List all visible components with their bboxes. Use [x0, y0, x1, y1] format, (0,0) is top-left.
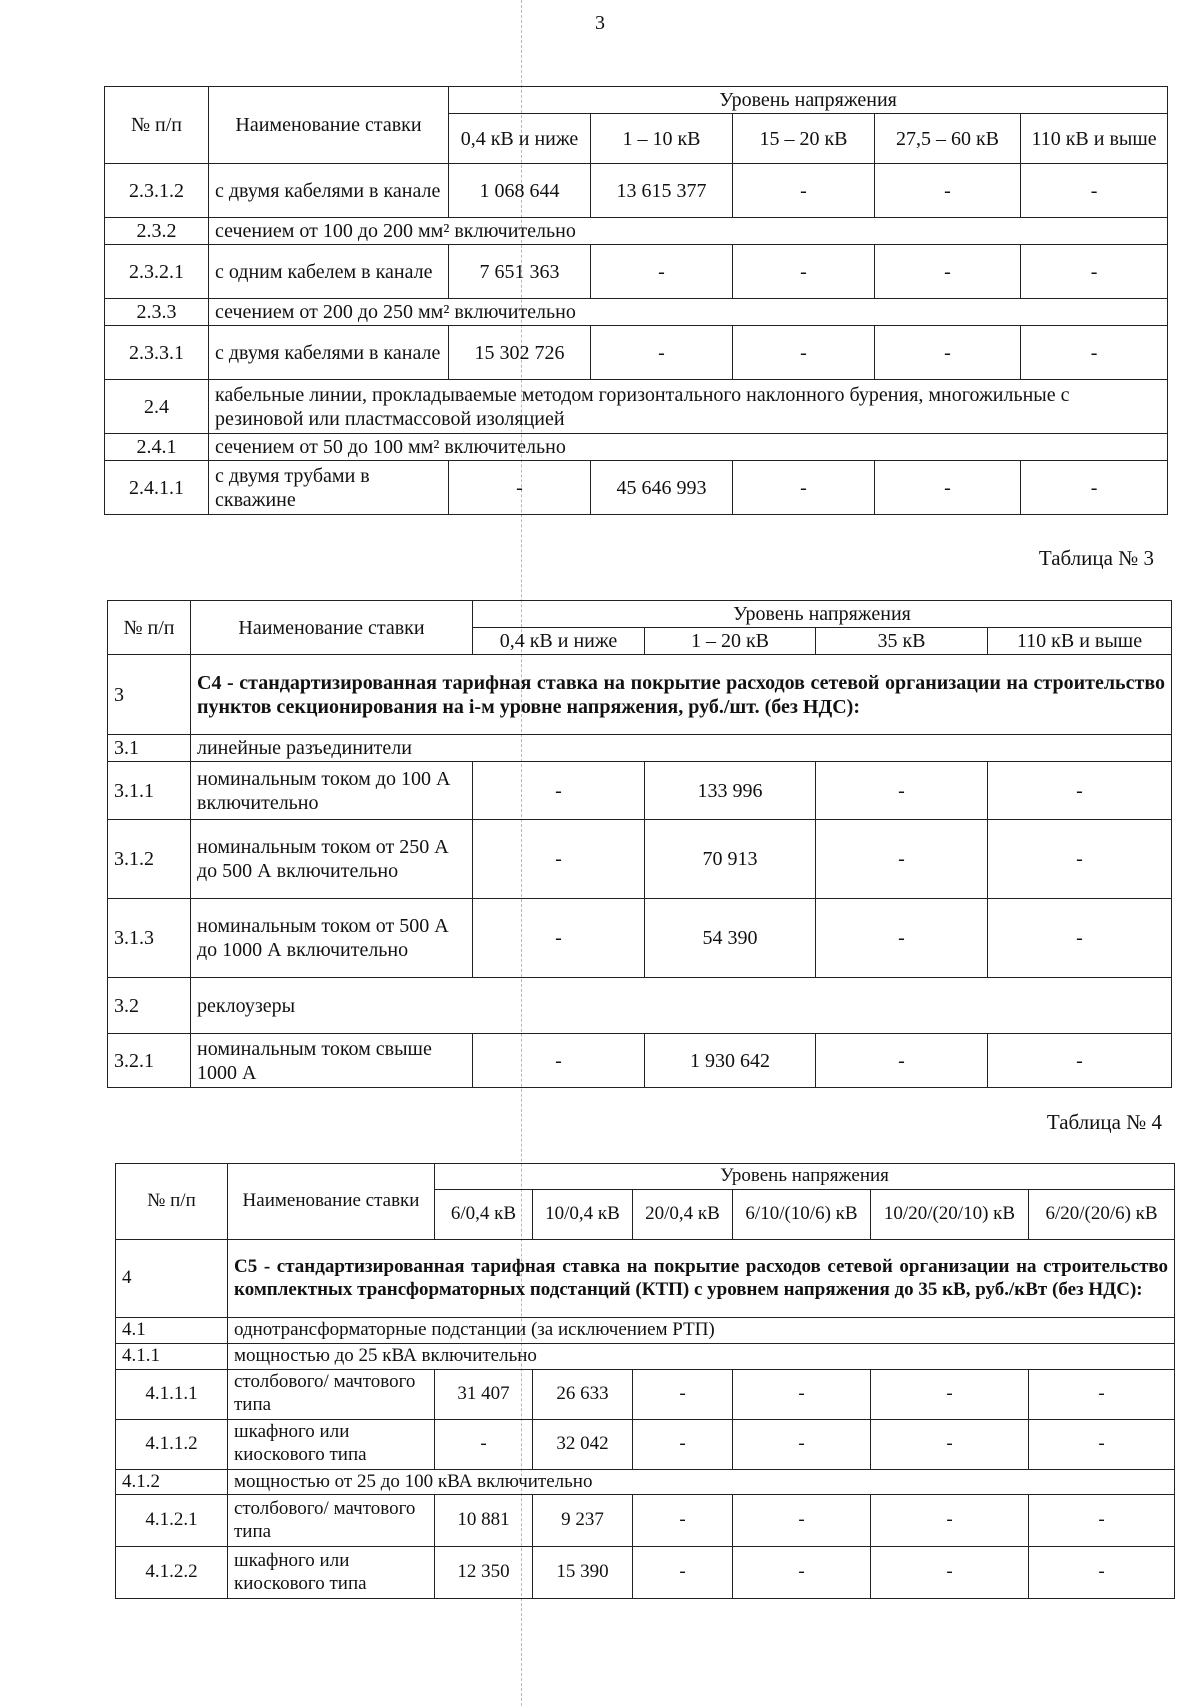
row-value: - [871, 1495, 1029, 1547]
table-row [116, 1343, 1175, 1369]
table-4 [115, 1163, 1175, 1599]
header-voltage-level: Уровень напряжения [435, 1164, 1175, 1190]
row-value: 133 996 [645, 762, 816, 820]
table-row [108, 762, 1172, 820]
row-value: 70 913 [645, 820, 816, 899]
header-col-1: 6/0,4 кВ [435, 1190, 533, 1240]
header-num: № п/п [116, 1164, 228, 1240]
table-row [105, 164, 1168, 218]
row-num: 3.1.3 [108, 899, 191, 978]
row-num: 3 [108, 655, 191, 735]
row-value: - [816, 820, 988, 899]
table-row [105, 461, 1168, 515]
row-value: - [473, 762, 645, 820]
row-name: шкафного или киоскового типа [228, 1419, 435, 1469]
row-num: 4.1.2.1 [116, 1495, 228, 1547]
header-num: № п/п [105, 87, 209, 164]
row-value: - [871, 1369, 1029, 1419]
header-col-2: 10/0,4 кВ [533, 1190, 633, 1240]
row-value: 26 633 [533, 1369, 633, 1419]
row-value: - [816, 762, 988, 820]
row-name: мощностью до 25 кВА включительно [228, 1343, 1175, 1369]
row-value: - [733, 461, 875, 515]
row-num: 4.1.1.2 [116, 1419, 228, 1469]
row-value: - [1021, 326, 1168, 380]
row-value: - [633, 1495, 733, 1547]
row-value: - [633, 1369, 733, 1419]
row-value: 13 615 377 [591, 164, 733, 218]
row-num: 3.2 [108, 978, 191, 1034]
header-col-1: 0,4 кВ и ниже [449, 114, 591, 164]
row-value: 1 930 642 [645, 1034, 816, 1088]
row-name: шкафного или киоскового типа [228, 1547, 435, 1599]
row-value: - [988, 899, 1172, 978]
row-value: - [988, 1034, 1172, 1088]
table-row [105, 380, 1168, 434]
table-row [105, 218, 1168, 245]
header-name: Наименование ставки [209, 87, 449, 164]
row-value: - [733, 1495, 871, 1547]
row-value: - [875, 245, 1021, 299]
row-name: сечением от 100 до 200 мм² включительно [209, 218, 1168, 245]
row-num: 2.4.1.1 [105, 461, 209, 515]
row-name: реклоузеры [191, 978, 1172, 1034]
header-col-4: 6/10/(10/6) кВ [733, 1190, 871, 1240]
row-value: - [875, 461, 1021, 515]
row-value: 45 646 993 [591, 461, 733, 515]
row-name: С4 - стандартизированная тарифная ставка на покрытие расходов сетевой организации на строительство пунктов секционирования на i-м уровне напряжения, руб./шт. (без НДС): [191, 655, 1172, 735]
row-value: 31 407 [435, 1369, 533, 1419]
table-row [108, 655, 1172, 735]
table-row [105, 299, 1168, 326]
header-col-3: 20/0,4 кВ [633, 1190, 733, 1240]
header-col-4: 110 кВ и выше [988, 628, 1172, 655]
header-voltage-level: Уровень напряжения [449, 87, 1168, 114]
row-value: 12 350 [435, 1547, 533, 1599]
table-row [108, 1034, 1172, 1088]
table-row [116, 1240, 1175, 1318]
page-number: 3 [595, 12, 605, 34]
row-value: - [1021, 164, 1168, 218]
row-value: 1 068 644 [449, 164, 591, 218]
table-row [108, 735, 1172, 762]
row-num: 3.1.1 [108, 762, 191, 820]
table-row [105, 434, 1168, 461]
row-value: - [1021, 461, 1168, 515]
row-value: 7 651 363 [449, 245, 591, 299]
row-num: 2.3.1.2 [105, 164, 209, 218]
row-num: 2.4 [105, 380, 209, 434]
row-name: с двумя кабелями в канале [209, 164, 449, 218]
row-name: номинальным током до 100 А включительно [191, 762, 473, 820]
row-value: 54 390 [645, 899, 816, 978]
row-num: 4 [116, 1240, 228, 1318]
table-row [108, 978, 1172, 1034]
header-voltage-level: Уровень напряжения [473, 601, 1172, 628]
row-name: столбового/ мачтового типа [228, 1495, 435, 1547]
table-4-caption: Таблица № 4 [1046, 1110, 1162, 1134]
table-3 [107, 600, 1172, 1088]
header-col-2: 1 – 20 кВ [645, 628, 816, 655]
row-name: сечением от 200 до 250 мм² включительно [209, 299, 1168, 326]
header-col-3: 35 кВ [816, 628, 988, 655]
row-name: столбового/ мачтового типа [228, 1369, 435, 1419]
row-value: - [733, 1419, 871, 1469]
row-num: 4.1.2 [116, 1469, 228, 1495]
row-value: - [1029, 1369, 1175, 1419]
table-row [116, 1469, 1175, 1495]
row-name: с двумя трубами в скважине [209, 461, 449, 515]
row-value: - [988, 762, 1172, 820]
header-col-4: 27,5 – 60 кВ [875, 114, 1021, 164]
row-num: 2.3.3.1 [105, 326, 209, 380]
row-num: 4.1 [116, 1318, 228, 1344]
header-name: Наименование ставки [191, 601, 473, 655]
row-num: 2.3.3 [105, 299, 209, 326]
header-col-6: 6/20/(20/6) кВ [1029, 1190, 1175, 1240]
row-value: - [733, 326, 875, 380]
row-name: сечением от 50 до 100 мм² включительно [209, 434, 1168, 461]
row-name: С5 - стандартизированная тарифная ставка на покрытие расходов сетевой организации на строительство комплектных трансформаторных подстанций (КТП) с уровнем напряжения до 35 кВ, руб./кВт (без НДС): [228, 1240, 1175, 1318]
row-name: мощностью от 25 до 100 кВА включительно [228, 1469, 1175, 1495]
row-name: номинальным током свыше 1000 А [191, 1034, 473, 1088]
row-num: 3.2.1 [108, 1034, 191, 1088]
row-name: линейные разъединители [191, 735, 1172, 762]
row-value: - [473, 820, 645, 899]
table-row [116, 1547, 1175, 1599]
row-num: 4.1.2.2 [116, 1547, 228, 1599]
table-row [116, 1318, 1175, 1344]
table-header-row [108, 601, 1172, 628]
row-value: - [591, 245, 733, 299]
table-row [105, 245, 1168, 299]
table-row [108, 820, 1172, 899]
row-name: кабельные линии, прокладываемые методом горизонтального наклонного бурения, многожильные с резиновой или пластмассовой изоляцией [209, 380, 1168, 434]
table-2-continuation [104, 86, 1168, 515]
header-name: Наименование ставки [228, 1164, 435, 1240]
row-value: 15 302 726 [449, 326, 591, 380]
row-value: - [473, 1034, 645, 1088]
header-col-1: 0,4 кВ и ниже [473, 628, 645, 655]
row-num: 3.1 [108, 735, 191, 762]
table-row [116, 1495, 1175, 1547]
row-value: - [633, 1419, 733, 1469]
row-name: номинальным током от 250 А до 500 А включительно [191, 820, 473, 899]
table-3-caption: Таблица № 3 [1038, 546, 1154, 570]
row-value: - [591, 326, 733, 380]
row-value: - [733, 245, 875, 299]
table-header-row [105, 87, 1168, 114]
row-name: однотрансформаторные подстанции (за исключением РТП) [228, 1318, 1175, 1344]
row-name: номинальным током от 500 А до 1000 А включительно [191, 899, 473, 978]
row-num: 2.3.2 [105, 218, 209, 245]
row-num: 4.1.1 [116, 1343, 228, 1369]
table-header-row [116, 1164, 1175, 1190]
row-value: - [473, 899, 645, 978]
header-num: № п/п [108, 601, 191, 655]
row-value: - [1021, 245, 1168, 299]
table-row [116, 1419, 1175, 1469]
row-value: - [449, 461, 591, 515]
table-row [116, 1369, 1175, 1419]
row-value: - [1029, 1419, 1175, 1469]
table-row [105, 326, 1168, 380]
row-value: - [871, 1419, 1029, 1469]
header-col-5: 10/20/(20/10) кВ [871, 1190, 1029, 1240]
row-value: - [1029, 1547, 1175, 1599]
row-value: - [871, 1547, 1029, 1599]
table-row [108, 899, 1172, 978]
row-value: - [816, 899, 988, 978]
row-value: 10 881 [435, 1495, 533, 1547]
row-name: с одним кабелем в канале [209, 245, 449, 299]
row-value: - [733, 1369, 871, 1419]
header-col-3: 15 – 20 кВ [733, 114, 875, 164]
row-num: 2.3.2.1 [105, 245, 209, 299]
row-value: - [875, 326, 1021, 380]
row-num: 2.4.1 [105, 434, 209, 461]
row-value: - [1029, 1495, 1175, 1547]
row-value: - [875, 164, 1021, 218]
row-value: 15 390 [533, 1547, 633, 1599]
header-col-5: 110 кВ и выше [1021, 114, 1168, 164]
row-value: - [816, 1034, 988, 1088]
row-value: - [988, 820, 1172, 899]
row-name: с двумя кабелями в канале [209, 326, 449, 380]
row-value: - [733, 164, 875, 218]
row-value: 9 237 [533, 1495, 633, 1547]
row-value: - [633, 1547, 733, 1599]
row-value: - [733, 1547, 871, 1599]
row-value: 32 042 [533, 1419, 633, 1469]
row-num: 4.1.1.1 [116, 1369, 228, 1419]
row-value: - [435, 1419, 533, 1469]
row-num: 3.1.2 [108, 820, 191, 899]
header-col-2: 1 – 10 кВ [591, 114, 733, 164]
